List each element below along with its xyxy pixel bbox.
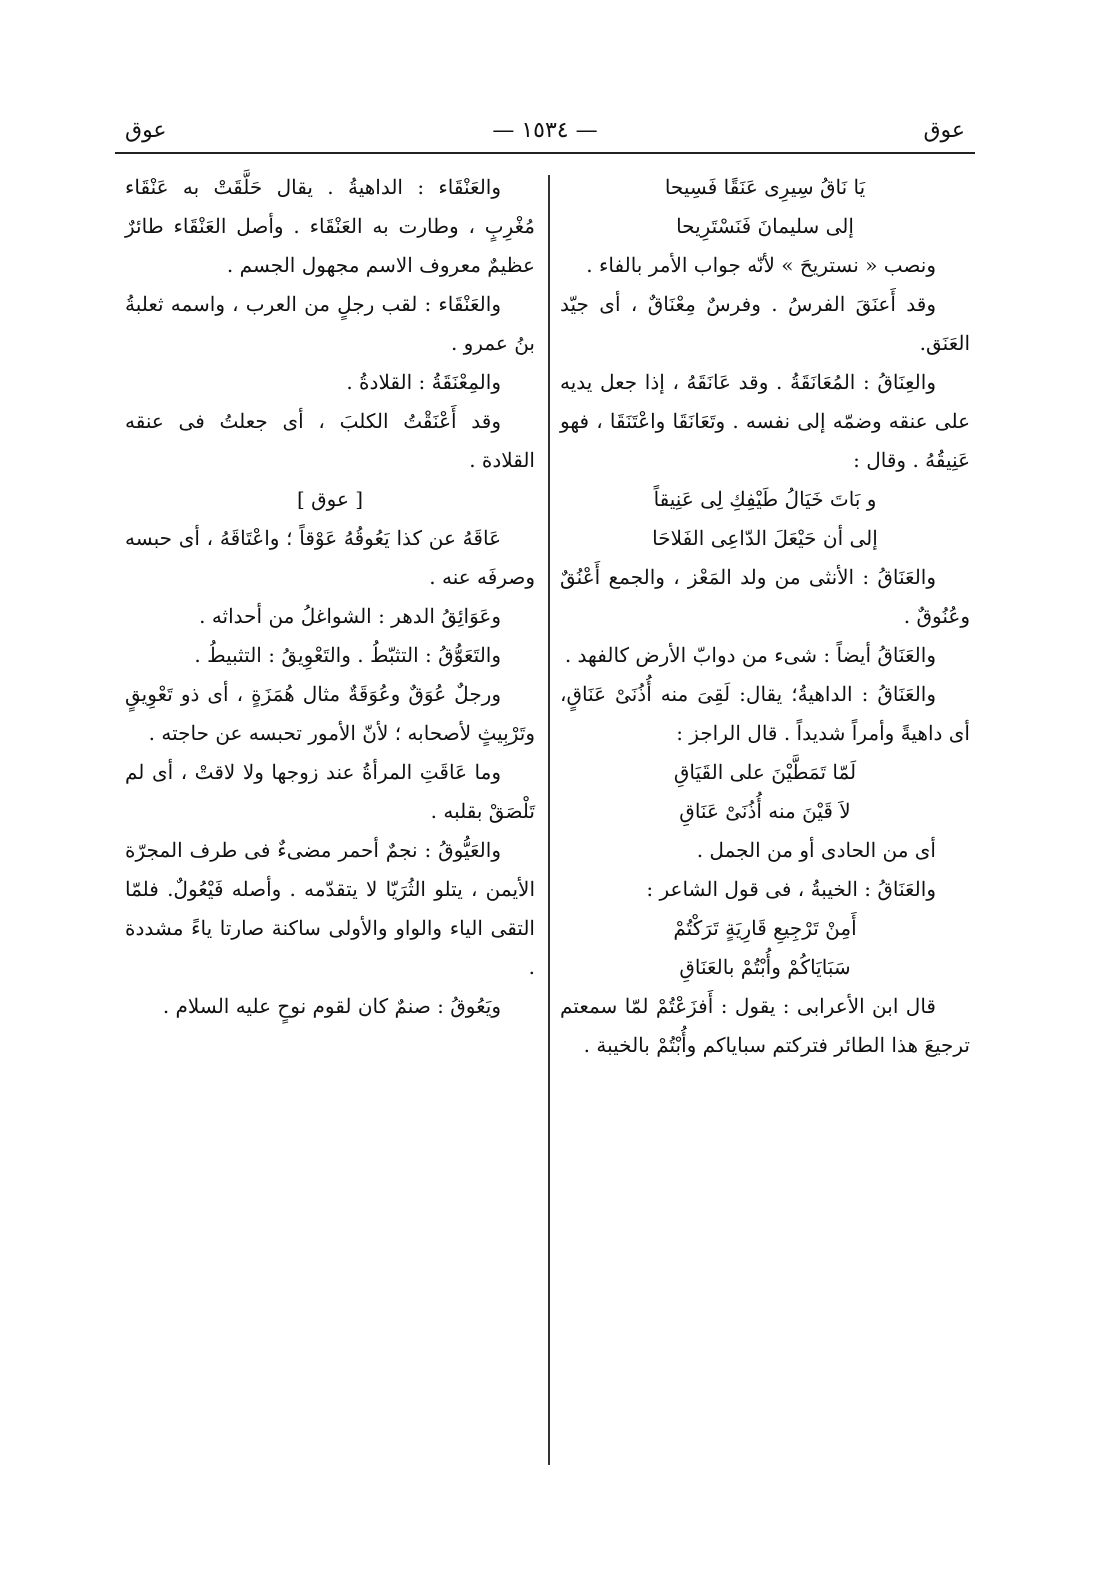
entry-paragraph: والعَنَاقُ : الداهيةُ؛ يقال: لَقِىَ منه أُذُنَىْ عَنَاقٍ، أى داهيةً وأمراً شديداً . قال الراجز :	[560, 682, 970, 745]
running-head-right: عوق	[923, 118, 965, 143]
entry-paragraph: وما عَاقَتِ المرأةُ عند زوجها ولا لاقتْ ، أى لم تَلْصَقْ بقلبه .	[125, 760, 535, 823]
entry-paragraph: والعَنْقَاء : لقب رجلٍ من العرب ، واسمه ثعلبةُ بنُ عمرو .	[125, 292, 535, 355]
entry-paragraph: والعَنَاقُ : الأنثى من ولد المَعْز ، والجمع أَعْنُقٌ وعُنُوقٌ .	[560, 565, 970, 628]
left-column	[125, 168, 535, 1026]
entry-paragraph: والعَيُّوقُ : نجمٌ أحمر مضىءٌ فى طرف المجرّة الأيمن ، يتلو الثُرَيّا لا يتقدّمه . وأصله فَيْعُولٌ. فلمّا التقى الياء والواو والأولى ساكنة صارتا ياءً مشددة .	[125, 838, 535, 979]
verse-line: إلى سليمانَ فَنَسْتَرِيحا	[676, 214, 854, 238]
column-divider	[548, 175, 550, 1465]
entry-paragraph: والعَنَاقُ : الخيبةُ ، فى قول الشاعر :	[646, 877, 936, 901]
entry-paragraph: وقد أَعْنَقْتُ الكلبَ ، أى جعلتُ فى عنقه القلادة .	[125, 409, 535, 472]
entry-paragraph: والعَنْقَاء : الداهيةُ . يقال حَلَّقَتْ به عَنْقَاء مُغْرِبٍ ، وطارت به العَنْقَاء . وأصل العَنْقَاء طائرٌ عظيمٌ معروف الاسم مجهول الجسم .	[125, 175, 535, 277]
entry-paragraph: أى من الحادى أو من الجمل .	[696, 838, 936, 862]
entry-paragraph: والعَنَاقُ أيضاً : شىء من دوابّ الأرض كالفهد .	[564, 643, 936, 667]
verse-line: يَا نَاقُ سِيرِى عَنَقًا فَسِيحا	[664, 175, 866, 199]
verse-line: سَبَايَاكُمْ وأُبْتُمْ بالعَنَاقِ	[679, 955, 851, 979]
verse-line: لَمّا تَمَطَّيْنَ على القَيَاقِ	[673, 760, 857, 784]
entry-paragraph: والتَعَوُّقُ : التثبّطُ . والتَعْوِيقُ : التثبيطُ .	[194, 643, 501, 667]
verse-line: و بَاتَ خَيَالُ طَيْفِكِ لِى عَنِيقاً	[653, 487, 877, 511]
entry-paragraph: والعِنَاقُ : المُعَانَقَةُ . وقد عَانَقَهُ ، إذا جعل يديه على عنقه وضمّه إلى نفسه . وتَعَانَقَا واعْتَنَقَا ، فهو عَنِيقُهُ . وقال :	[560, 370, 970, 472]
right-column	[560, 168, 970, 1065]
verse-line: أَمِنْ تَرْجِيعِ قَارِيَةٍ تَرَكْتُمْ	[673, 916, 857, 940]
entry-paragraph: ورجلٌ عُوَقٌ وعُوَقَةٌ مثال هُمَزَةٍ ، أى ذو تَعْوِيقٍ وتَرْبِيثٍ لأصحابه ؛ لأنّ الأمور تحبسه عن حاجته .	[125, 682, 535, 745]
entry-paragraph: وعَوَائِقُ الدهر : الشواغلُ من أحداثه .	[199, 604, 501, 628]
verse-line: إلى أن حَيْعَلَ الدّاعِى الفَلاحَا	[652, 526, 878, 550]
running-head-left: عوق	[125, 118, 167, 143]
entry-paragraph: وقد أَعنَقَ الفرسُ . وفرسٌ مِعْنَاقٌ ، أى جيّد العَنَق.	[560, 292, 970, 355]
entry-paragraph: قال ابن الأعرابى : يقول : أَفزَعْتُمْ لمّا سمعتم ترجيعَ هذا الطائر فتركتم سباياكم وأُبْتُمْ بالخيبة .	[560, 994, 970, 1057]
entry-paragraph: ونصب « نستريحَ » لأنّه جواب الأمر بالفاء .	[586, 253, 936, 277]
page-number: — ١٥٣٤ —	[492, 118, 598, 143]
entry-heading: [ عوق ]	[296, 487, 364, 511]
entry-paragraph: ويَعُوقُ : صنمٌ كان لقوم نوحٍ عليه السلام .	[162, 994, 501, 1018]
page-header	[115, 112, 975, 154]
entry-paragraph: عَاقَهُ عن كذا يَعُوقُهُ عَوْقاً ؛ واعْتَاقَهُ ، أى حبسه وصرفَه عنه .	[125, 526, 535, 589]
entry-paragraph: والمِعْنَقَةُ : القلادةُ .	[346, 370, 501, 394]
verse-line: لاَ قَيْنَ منه أُذُنَىْ عَنَاقِ	[679, 799, 851, 823]
